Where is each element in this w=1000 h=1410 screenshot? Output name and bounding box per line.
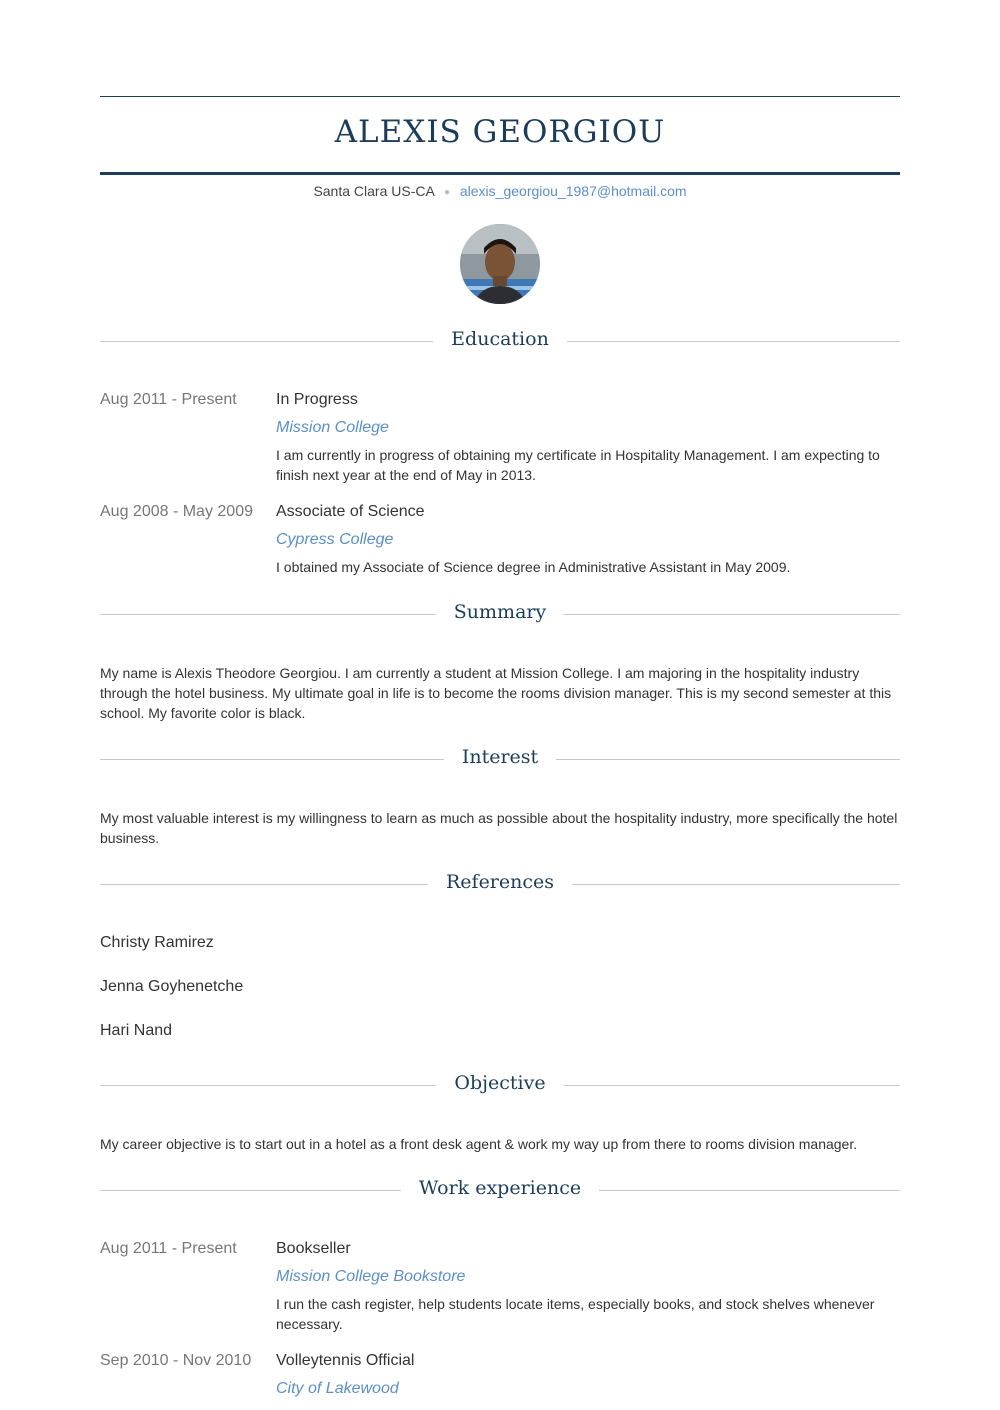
avatar-photo-icon [460, 224, 540, 304]
entry-organization: Mission College Bookstore [276, 1268, 466, 1285]
header-top-rule [100, 96, 900, 97]
section-title: Interest [444, 746, 556, 768]
entry-description: I obtained my Associate of Science degree in Administrative Assistant in May 2009. [276, 559, 791, 575]
separator-dot-icon: ● [443, 187, 450, 198]
entry-organization: Cypress College [276, 531, 394, 548]
section-header-interest [100, 744, 900, 774]
header-bottom-rule [100, 172, 900, 175]
entry-title: Associate of Science [276, 503, 425, 520]
entry-description: I run the cash register, help students locate items, especially books, and stock shelves whenever necessary. [276, 1296, 875, 1332]
reference-name: Hari Nand [100, 1022, 173, 1039]
entry-date: Aug 2011 - Present [100, 391, 237, 408]
section-title: Work experience [401, 1177, 599, 1199]
section-header-education [100, 326, 900, 356]
avatar [460, 224, 540, 304]
entry-description: I am currently in progress of obtaining my certificate in Hospitality Management. I am expecting to finish next year at the end of May in 2013. [276, 447, 880, 483]
section-title: References [428, 871, 572, 893]
section-title: Summary [436, 601, 564, 623]
contact-line [100, 183, 900, 199]
section-header-work-experience [100, 1175, 900, 1205]
reference-name: Jenna Goyhenetche [100, 978, 244, 995]
location-text: Santa Clara US-CA [313, 183, 435, 199]
entry-date: Aug 2011 - Present [100, 1240, 237, 1257]
section-title: Education [433, 328, 567, 350]
interest-text: My most valuable interest is my willingness to learn as much as possible about the hospitality industry, more specifically the hotel business. [100, 810, 898, 846]
entry-date: Sep 2010 - Nov 2010 [100, 1352, 252, 1369]
section-header-references [100, 869, 900, 899]
entry-organization: City of Lakewood [276, 1380, 399, 1397]
summary-text: My name is Alexis Theodore Georgiou. I am currently a student at Mission College. I am majoring in the hospitality industry through the hotel business. My ultimate goal in life is to become the rooms division manager. This is my second semester at this school. My favorite color is black. [100, 665, 892, 721]
entry-date: Aug 2008 - May 2009 [100, 503, 253, 520]
section-header-summary [100, 599, 900, 629]
reference-name: Christy Ramirez [100, 934, 214, 951]
email-link[interactable]: alexis_georgiou_1987@hotmail.com [459, 183, 687, 199]
objective-text: My career objective is to start out in a hotel as a front desk agent & work my way up from there to rooms division manager. [100, 1136, 858, 1152]
entry-organization: Mission College [276, 419, 389, 436]
entry-title: Volleytennis Official [276, 1352, 415, 1369]
section-title: Objective [436, 1072, 563, 1094]
entry-title: Bookseller [276, 1240, 351, 1257]
candidate-name: ALEXIS GEORGIOU [334, 114, 666, 150]
entry-title: In Progress [276, 391, 358, 408]
section-header-objective [100, 1070, 900, 1100]
